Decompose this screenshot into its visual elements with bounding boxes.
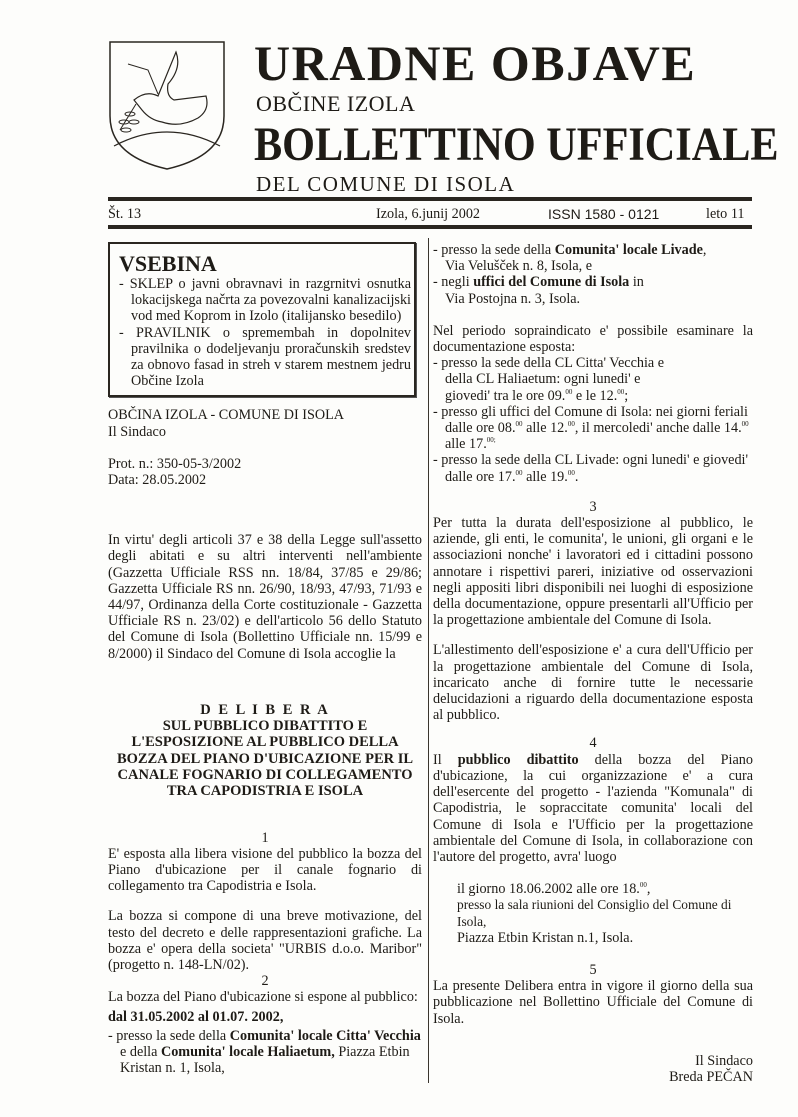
text: ; [624,387,629,404]
sup: 00 [565,387,573,396]
article-number: 1 [261,829,269,846]
left-column [108,242,422,1076]
volume-year: leto 11 [706,206,745,222]
contents-item: - SKLEP o javni obravnavi in razgrnitvi osnutka lokacijskega načrta za povezovalni kanalizacijski vod med Koprom in Izolo (italijansko besedilo) [119,276,411,325]
text: , [646,881,651,898]
exhibition-dates: dal 31.05.2002 al 01.07. 2002, [108,1008,284,1025]
article-4 [433,735,753,945]
paragraph: La bozza del Piano d'ubicazione si espone al pubblico: [108,989,418,1006]
text: , Via Velušček n. 8, Isola, e [445,242,707,275]
delibera-heading: D E L I B E R A [200,701,330,718]
document-date: Data: 28.05.2002 [108,472,207,489]
text-bold: pubblico dibattito [457,751,579,768]
paragraph: La bozza si compone di una breve motivazione, del testo del decreto e delle rappresentazioni grafiche. La bozza e' opera della societa' "URBIS d.o.o. Maribor" (progetto n. 148-LN/02). [108,908,422,974]
list-item [433,355,753,404]
sup: 00 [515,468,523,477]
text: alle 19. [522,468,568,485]
signature-block [433,1053,753,1085]
text-bold: Comunita' locale Citta' Vecchia [229,1027,421,1044]
paragraph: Nel periodo sopraindicato e' possibile esaminare la documentazione esposta: [433,322,753,356]
issn: ISSN 1580 - 0121 [548,206,660,222]
issuer: OBČINA IZOLA - COMUNE DI ISOLA [108,407,345,424]
paragraph: Per tutta la durata dell'esposizione al pubblico, le aziende, gli enti, le comunita', le unioni, gli organi e le associazioni nonche' i lavoratori ed i cittadini possono annotare i rispettivi pareri, iniziative od osservazioni negli appositi libri disponibili nei luoghi di esposizione della documentazione, oppure presentarli all'Ufficio per la progettazione ambientale del Comune di Isola. [433,515,753,629]
meeting-place: presso la sala riunioni del Consiglio del Comune di Isola, [457,897,732,929]
issue-place-date: Izola, 6.junij 2002 [376,206,481,222]
contents-box [108,242,416,397]
article-3 [433,499,753,724]
text: , il mercoledi' anche dalle 14. [574,420,742,437]
text-bold: Comunita' locale Haliaetum, [160,1044,335,1061]
text: - negli [433,274,474,291]
right-column [433,242,753,1085]
article-number: 5 [589,961,597,978]
text: - presso la sede della [433,242,555,258]
text: il giorno 18.06.2002 alle ore 18. [457,881,640,898]
text-bold: Comunita' locale Livade [554,242,703,258]
meeting-address: Piazza Etbin Kristan n.1, Isola. [457,929,634,946]
article-5 [433,962,753,1027]
text: - presso la sede della CL Livade: ogni lunedi' e giovedi' dalle ore 17. [433,452,749,485]
text: Il [433,751,458,768]
masthead-subtitle-sl: OBČINE IZOLA [256,91,416,116]
sup: 00 [515,420,523,429]
header-rule-bottom [108,225,752,229]
column-divider [428,238,429,1083]
paragraph [433,752,753,865]
text: alle 12. [522,420,568,437]
article-number: 2 [261,973,269,990]
text-bold: uffici del Comune di Isola [473,274,630,291]
decision-title: SUL PUBBLICO DIBATTITO E L'ESPOSIZIONE AL PUBBLICO DELLA BOZZA DEL PIANO D'UBICAZIONE PER IL CANALE FOGNARIO DI COLLEGAMENTO TRA CAPODISTRIA E ISOLA [116,718,414,800]
issuer-role: Il Sindaco [108,423,166,440]
text: - presso gli uffici del Comune di Isola: nei giorni feriali dalle ore 08. [433,403,748,437]
paragraph: La presente Delibera entra in vigore il giorno della sua pubblicazione nel Bollettino Ufficiale del Comune di Isola. [433,978,753,1027]
list-item [433,242,753,274]
sup: 00 [639,881,647,890]
article-number: 4 [589,735,597,752]
text: e della [120,1044,161,1061]
coat-of-arms-logo [106,38,228,172]
paragraph: E' esposta alla libera visione del pubblico la bozza del Piano d'ubicazione per il canale fognario di collegamento tra Capodistria e Isola. [108,845,422,895]
text: - presso la sede della [108,1027,230,1044]
list-item [433,274,753,306]
text: - presso la sede della CL Citta' Vecchia e della CL Haliaetum: ogni lunedi' e giovedi' tra le ore 09. [433,355,665,404]
masthead-subtitle-it: DEL COMUNE DI ISOLA [256,172,516,196]
text: Piazza Etbin Kristan n. 1, Isola, [120,1044,410,1077]
contents-title: VSEBINA [119,251,217,276]
meeting-details [457,881,753,946]
masthead-title-it: BOLLETTINO UFFICIALE [254,118,779,171]
article-1 [108,830,422,1077]
issue-number: Št. 13 [108,206,142,222]
article-number: 3 [589,498,597,515]
text: della bozza del Piano d'ubicazione, la cui organizzazione e' a cura dell'esercente del progetto - l'azienda "Komunala" di Capodistria, le sopraccitate comunita' locali del Comune di Isola e l'Ufficio per la progettazione ambientale del Comune di Isola, in collaborazione con l'autore del progetto, avra' luogo [433,751,753,865]
list-item [433,452,753,484]
preamble: In virtu' degli articoli 37 e 38 della Legge sull'assetto degli abitati e su altri interventi nell'ambiente (Gazzetta Ufficiale RSS nn. 18/84, 37/85 e 29/86; Gazzetta Ufficiale RS nn. 26/90, 18/93, 47/93, 71/93 e 44/97, Ordinanza della Corte costituzionale - Gazzetta Ufficiale RS n. 23/02) e dell'articolo 56 dello Statuto del Comune di Isola (Bollettino Ufficiale nn. 15/99 e 8/2000) il Sindaco del Comune di Isola accoglie la [108,532,422,662]
signatory-name: Breda PEČAN [669,1068,753,1085]
signatory-role: Il Sindaco [695,1052,753,1069]
text: e le 12. [572,387,618,404]
list-item [108,1028,422,1077]
sup: 00 [741,420,749,429]
issuer-block [108,407,422,488]
paragraph: L'allestimento dell'esposizione e' a cura dell'Ufficio per la progettazione ambientale del Comune di Isola, incaricato anche di fornire tutte le necessarie delucidazioni a riguardo della documentazione esposta al pubblico. [433,642,753,724]
list-item [433,404,753,453]
header-rule-top [108,197,752,201]
contents-item: - PRAVILNIK o spremembah in dopolnitev pravilnika o dodeljevanju proračunskih sredstev za obnovo fasad in streh v starem mestnem jedru Občine Izola [119,324,411,390]
text: alle 17. [445,436,487,453]
protocol-number: Prot. n.: 350-05-3/2002 [108,455,242,472]
sup: 00; [486,436,496,445]
meeting-date [457,881,753,897]
masthead-title: URADNE OBJAVE [254,35,697,91]
sup: 00 [617,387,625,396]
text: in Via Postojna n. 3, Isola. [445,274,644,307]
sup: 00 [567,420,575,429]
text: . [574,468,579,485]
decision-heading-block [108,702,422,800]
sup: 00 [567,468,575,477]
